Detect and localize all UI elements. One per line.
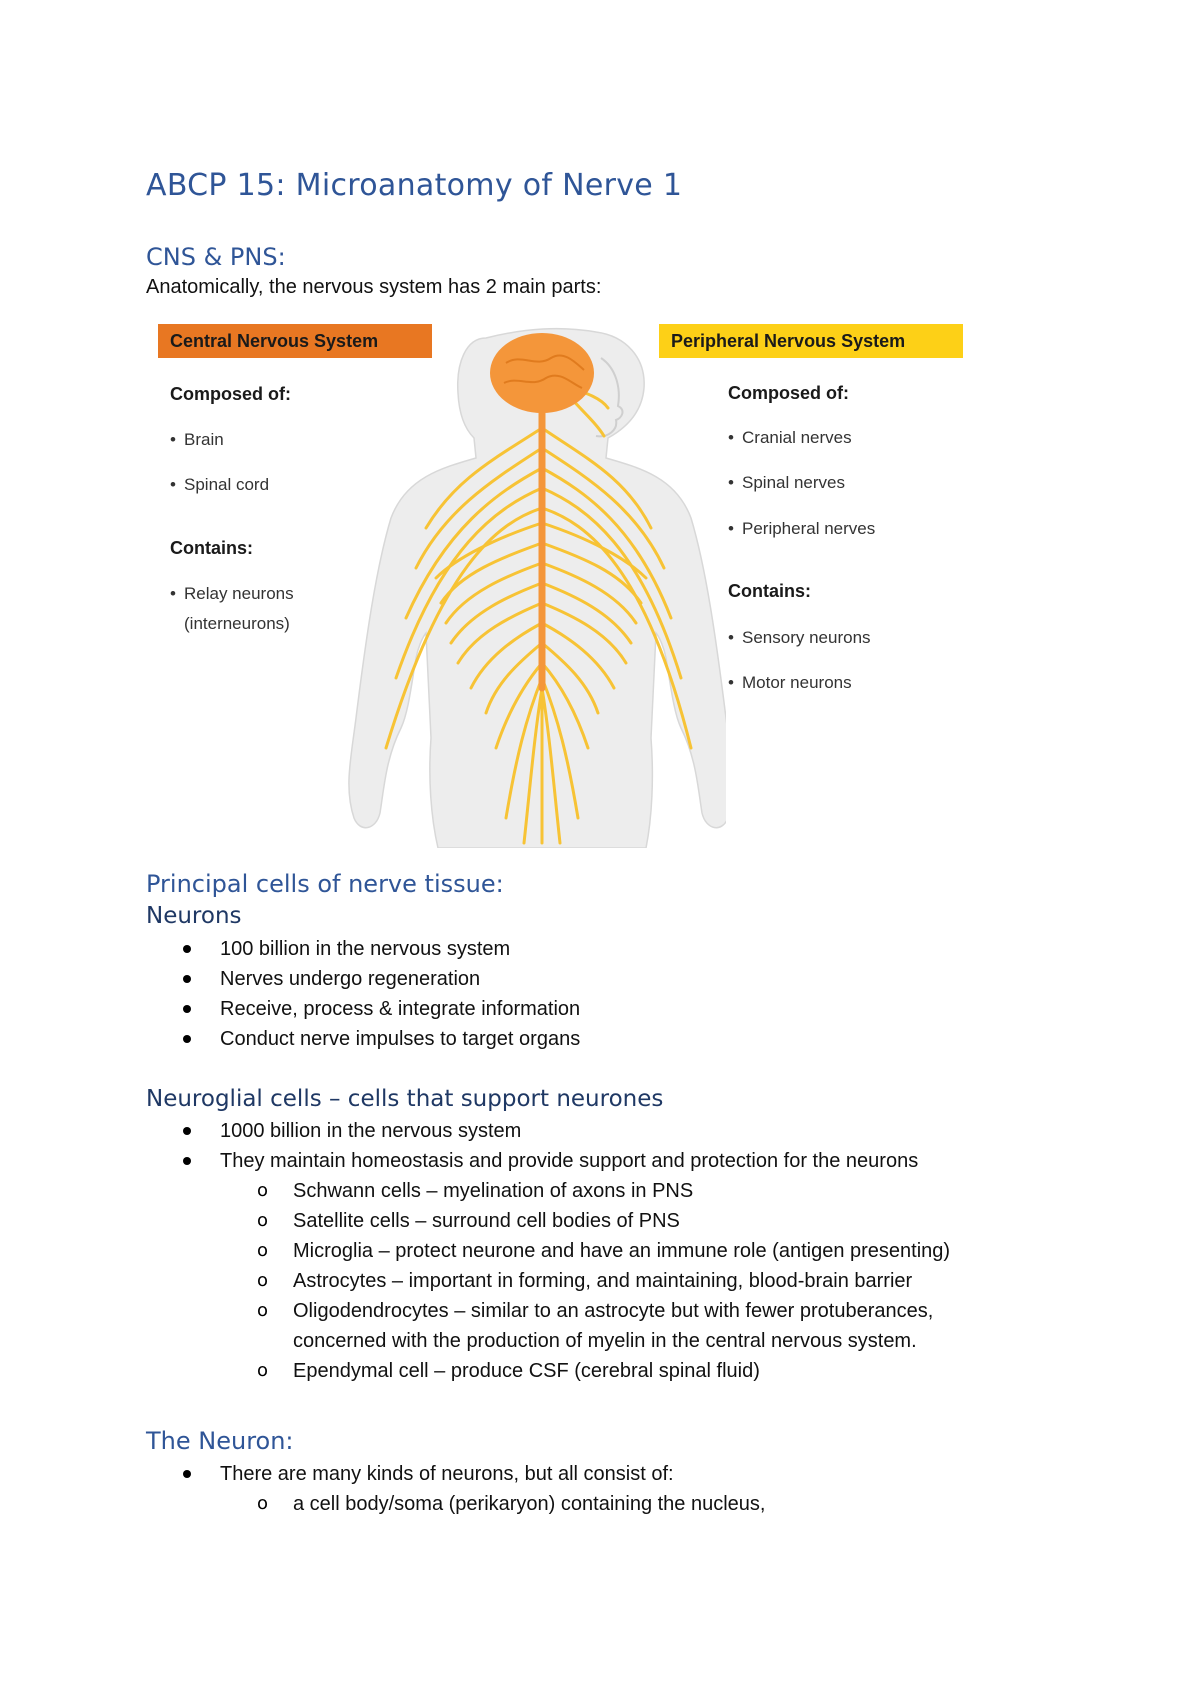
pns-tag: Peripheral Nervous System (659, 324, 963, 358)
list-item: Receive, process & integrate information (146, 994, 580, 1024)
bullet-icon: • (728, 519, 734, 538)
brain (490, 333, 594, 413)
circle-bullet-icon: o (257, 1210, 269, 1231)
list-item: 100 billion in the nervous system (146, 934, 580, 964)
pns-composed-item: • Peripheral nerves (728, 519, 876, 538)
neuron-sublist (220, 1489, 765, 1519)
list-item: Nerves undergo regeneration (146, 964, 580, 994)
cns-tag: Central Nervous System (158, 324, 432, 358)
bullet-icon (183, 1157, 191, 1165)
intro-text: Anatomically, the nervous system has 2 main parts: (146, 276, 602, 298)
list-item: Conduct nerve impulses to target organs (146, 1024, 580, 1054)
bullet-icon: • (728, 628, 734, 647)
pns-contains-label: Contains: (728, 581, 811, 601)
bullet-icon: • (728, 673, 734, 692)
neuron-heading: The Neuron: (146, 1427, 294, 1455)
bullet-icon (183, 1005, 191, 1013)
cns-contains-item-cont: (interneurons) (184, 614, 290, 633)
bullet-icon (183, 1035, 191, 1043)
list-item: There are many kinds of neurons, but all consist of: o a cell body/soma (perikaryon) containing the nucleus, (146, 1459, 765, 1519)
list-item: o Oligodendrocytes – similar to an astrocyte but with fewer protuberances, concerned with the production of myelin in the central nervous system. (220, 1296, 950, 1356)
list-item: o Astrocytes – important in forming, and maintaining, blood-brain barrier (220, 1266, 950, 1296)
bullet-icon (183, 975, 191, 983)
list-item: o a cell body/soma (perikaryon) containing the nucleus, (220, 1489, 765, 1519)
list-item: 1000 billion in the nervous system (146, 1116, 950, 1146)
neuroglia-list (146, 1116, 950, 1386)
bullet-icon (183, 1470, 191, 1478)
bullet-icon: • (170, 430, 176, 449)
list-item: o Microglia – protect neurone and have an immune role (antigen presenting) (220, 1236, 950, 1266)
page-title: ABCP 15: Microanatomy of Nerve 1 (146, 168, 683, 203)
circle-bullet-icon: o (257, 1300, 269, 1321)
circle-bullet-icon: o (257, 1240, 269, 1261)
bullet-icon: • (728, 473, 734, 492)
pns-contains-item: • Motor neurons (728, 673, 852, 692)
bullet-icon (183, 1127, 191, 1135)
neuroglial-heading: Neuroglial cells – cells that support neurones (146, 1086, 664, 1112)
bullet-icon (183, 945, 191, 953)
circle-bullet-icon: o (257, 1360, 269, 1381)
cns-contains-label: Contains: (170, 538, 253, 558)
nervous-system-figure (146, 318, 976, 848)
pns-contains-item: • Sensory neurons (728, 628, 871, 647)
cns-composed-label: Composed of: (170, 384, 291, 404)
bullet-icon: • (170, 475, 176, 494)
cns-composed-item: • Spinal cord (170, 475, 270, 494)
neuroglia-sublist (220, 1176, 950, 1386)
list-item: They maintain homeostasis and provide support and protection for the neurons o Schwann cells – myelination of axons in PNS o Satellite cells – surround cell bodies of PNS o Microglia – protect neurone and have an immune role (antigen presenting) o Astrocytes – important in forming, and maintaining, blood-brain barrier o Oligodendrocytes – similar to an astrocyte but with fewer protuberances, concerned with the production of myelin in the central nervous system. o Ependymal cell – produce CSF (cerebral spinal fluid) (146, 1146, 950, 1386)
circle-bullet-icon: o (257, 1270, 269, 1291)
neuron-list (146, 1459, 765, 1519)
circle-bullet-icon: o (257, 1180, 269, 1201)
pns-composed-item: • Cranial nerves (728, 428, 852, 447)
neurons-list (146, 934, 580, 1054)
pns-composed-label: Composed of: (728, 383, 849, 403)
neurons-heading: Neurons (146, 903, 242, 929)
cns-pns-heading: CNS & PNS: (146, 243, 286, 271)
list-item: o Satellite cells – surround cell bodies of PNS (220, 1206, 950, 1236)
cns-contains-item: • Relay neurons (170, 584, 294, 603)
circle-bullet-icon: o (257, 1493, 269, 1514)
list-item: o Ependymal cell – produce CSF (cerebral spinal fluid) (220, 1356, 950, 1386)
list-item: o Schwann cells – myelination of axons in PNS (220, 1176, 950, 1206)
cns-composed-item: • Brain (170, 430, 224, 449)
bullet-icon: • (170, 584, 176, 603)
principal-cells-heading: Principal cells of nerve tissue: (146, 870, 504, 898)
body-nervous-system-illustration (346, 318, 726, 848)
pns-composed-item: • Spinal nerves (728, 473, 846, 492)
bullet-icon: • (728, 428, 734, 447)
